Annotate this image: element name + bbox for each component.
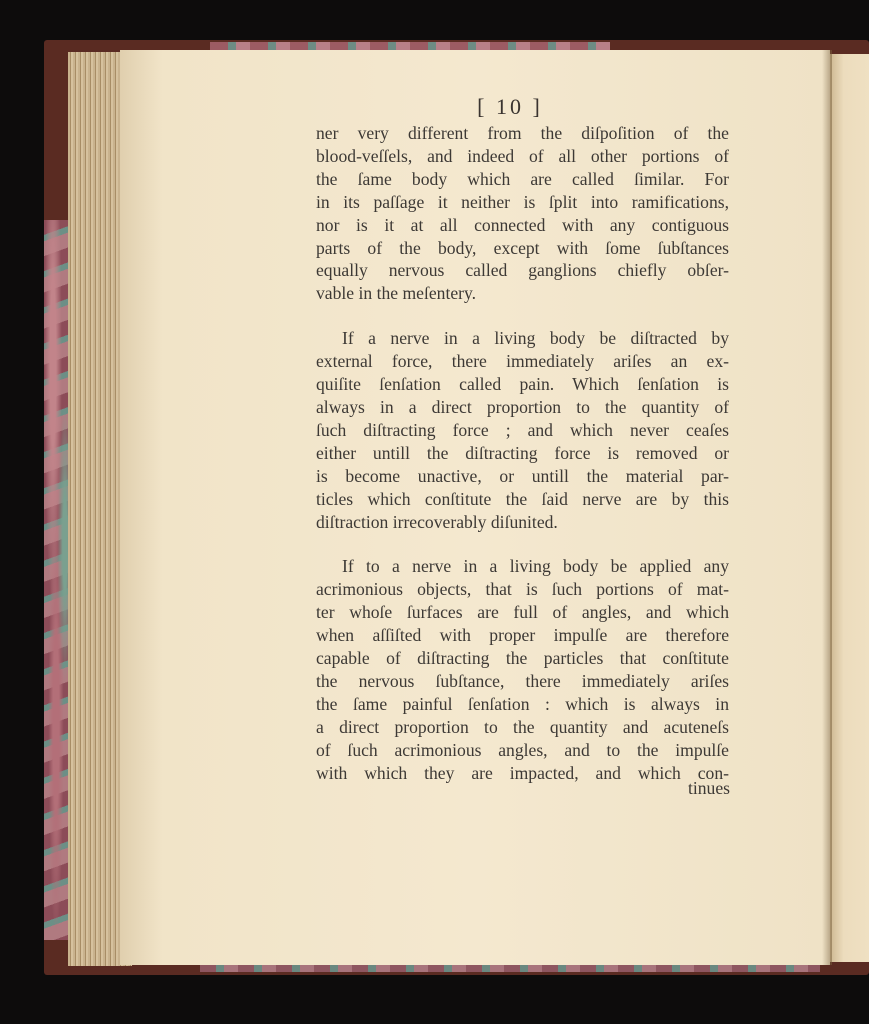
text-line: ſuch diſtracting force ; and which never ceaſes bbox=[316, 419, 729, 440]
paragraph-2 bbox=[316, 327, 729, 533]
paragraph-1 bbox=[316, 122, 729, 305]
text-line: parts of the body, except with ſome ſubſtances bbox=[316, 237, 729, 258]
text-line: a direct proportion to the quantity and acuteneſs bbox=[316, 716, 729, 737]
paragraph-3 bbox=[316, 555, 729, 784]
text-line: acrimonious objects, that is ſuch portions of mat- bbox=[316, 579, 729, 600]
text-line: ter whoſe ſurfaces are full of angles, and which bbox=[316, 602, 729, 623]
catchword: tinues bbox=[687, 778, 730, 798]
text-line: external force, there immediately ariſes an ex- bbox=[316, 351, 729, 372]
page-gutter bbox=[822, 50, 832, 965]
body-text bbox=[316, 122, 729, 784]
text-line: vable in the meſentery. bbox=[316, 283, 477, 304]
text-line: equally nervous called ganglions chiefly obſer- bbox=[316, 260, 729, 281]
text-line: ticles which conſtitute the ſaid nerve are by this bbox=[316, 488, 729, 509]
text-line: with which they are impacted, and which con- bbox=[316, 762, 729, 783]
text-line: If to a nerve in a living body be applied any bbox=[342, 556, 729, 577]
text-line: the ſame painful ſenſation : which is always in bbox=[316, 693, 729, 714]
text-line: blood-veſſels, and indeed of all other portions of bbox=[316, 145, 729, 166]
text-line: capable of diſtracting the particles that conſtitute bbox=[316, 648, 729, 669]
text-line: of ſuch acrimonious angles, and to the impulſe bbox=[316, 739, 729, 760]
text-line: nor is it at all connected with any contiguous bbox=[316, 214, 729, 235]
text-line: If a nerve in a living body be diſtracted by bbox=[342, 328, 729, 349]
facing-page bbox=[830, 54, 869, 962]
text-line: is become unactive, or untill the material par- bbox=[316, 465, 729, 486]
text-line: the nervous ſubſtance, there immediately ariſes bbox=[316, 670, 729, 691]
text-line: when aſſiſted with proper impulſe are therefore bbox=[316, 625, 729, 646]
text-line: diſtraction irrecoverably diſunited. bbox=[316, 511, 558, 532]
text-line: in its paſſage it neither is ſplit into ramifications, bbox=[316, 191, 729, 212]
page-number-header: [ 10 ] bbox=[477, 94, 543, 119]
text-line: either untill the diſtracting force is removed or bbox=[316, 442, 729, 463]
text-line: the ſame body which are called ſimilar. For bbox=[316, 168, 729, 189]
text-line: quiſite ſenſation called pain. Which ſenſation is bbox=[316, 374, 729, 395]
text-line: ner very different from the diſpoſition of the bbox=[316, 123, 729, 143]
text-line: always in a direct proportion to the quantity of bbox=[316, 396, 729, 417]
